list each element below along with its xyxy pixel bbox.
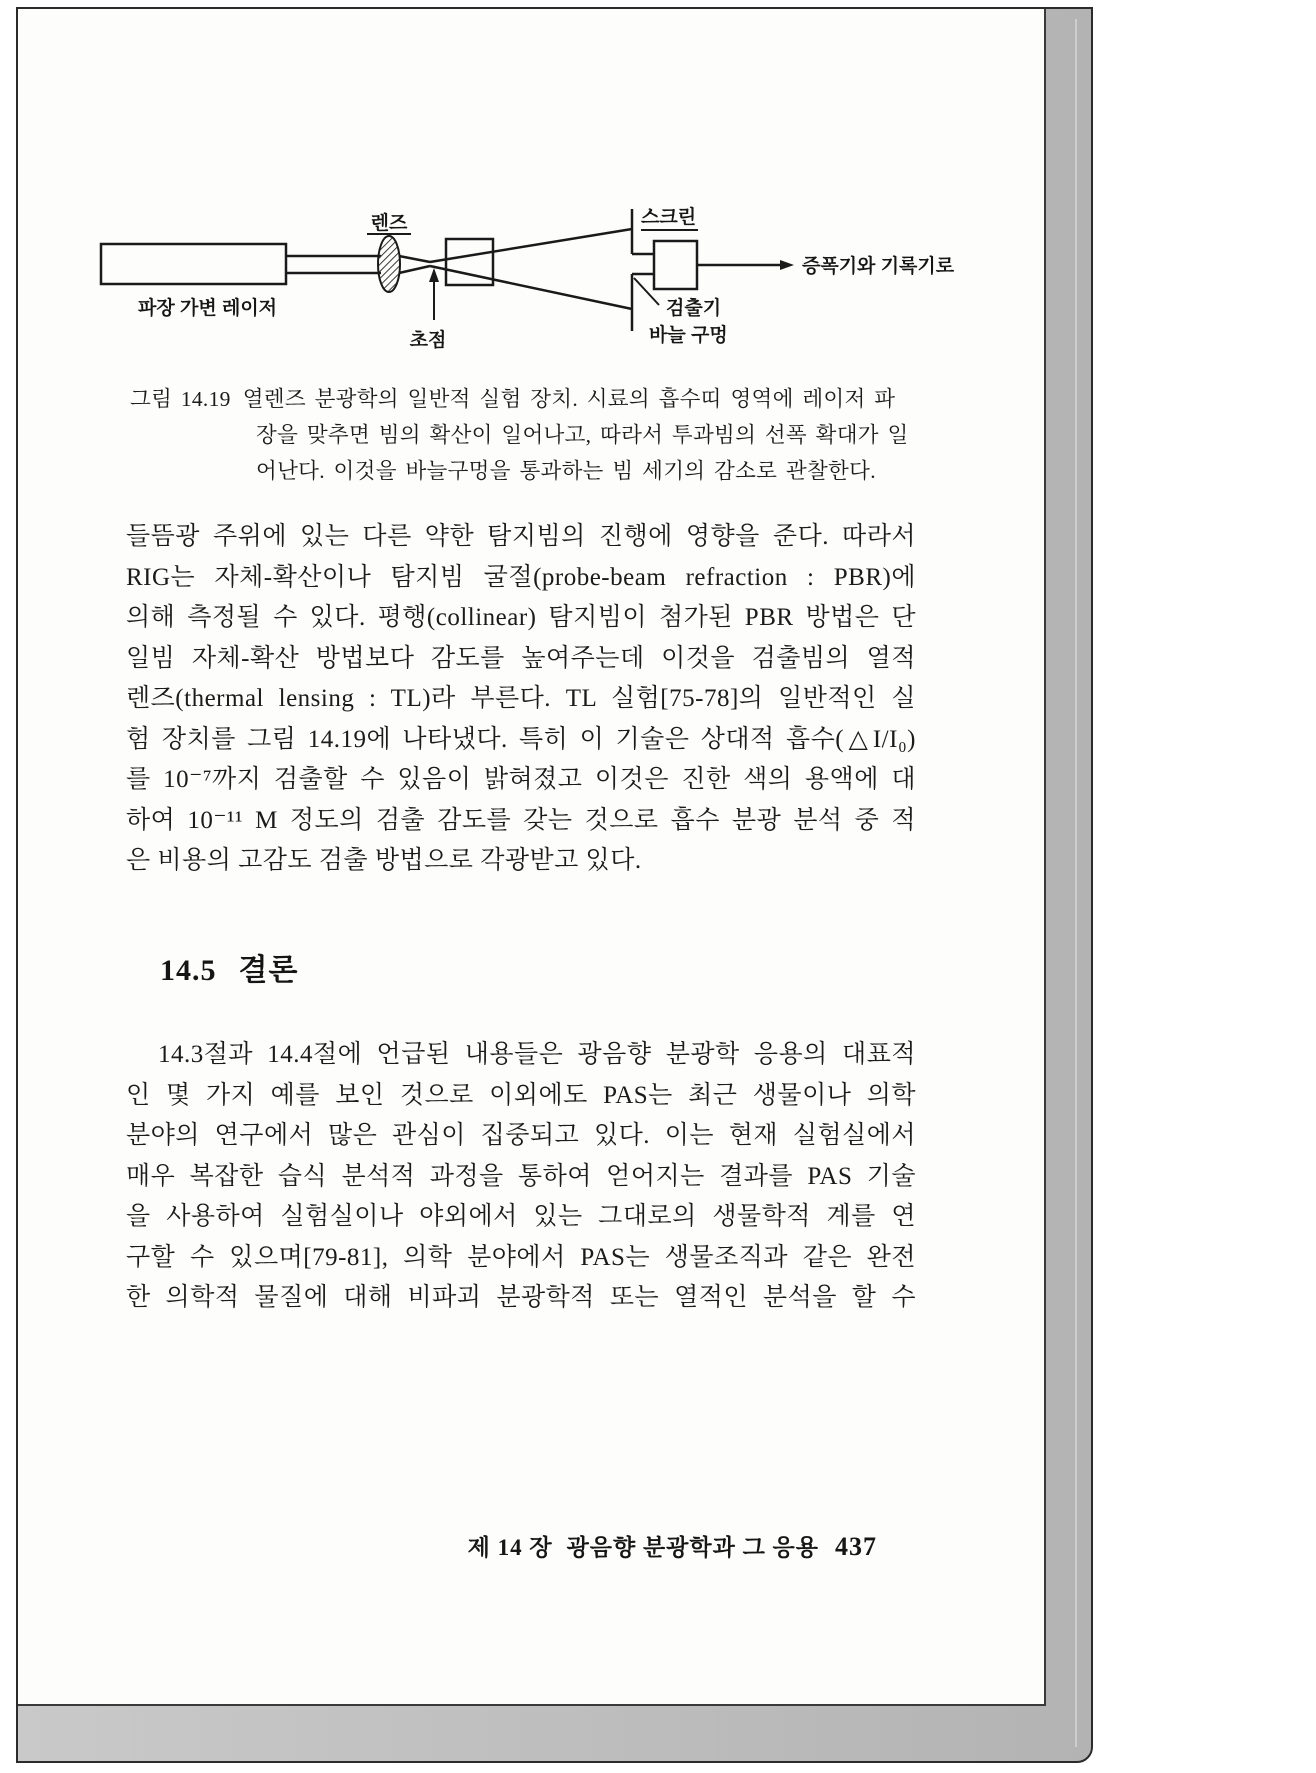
- body-text-line: 일빔 자체-확산 방법보다 감도를 높여주는데 이것을 검출빔의 열적: [126, 644, 916, 672]
- book-edge: [16, 7, 1093, 1763]
- body-text-line: 분야의 연구에서 많은 관심이 집중되고 있다. 이는 현재 실험실에서: [126, 1122, 916, 1149]
- beam-diverge-top-line: [430, 229, 632, 262]
- beam-diverge-bottom-line: [430, 266, 632, 309]
- focus-arrow-head: [429, 268, 439, 282]
- screen-label: 스크린: [641, 207, 697, 228]
- body-text-line: 한 의학적 물질에 대해 비파괴 분광학적 또는 열적인 분석을 할 수: [126, 1284, 916, 1311]
- body-text-line: 렌즈(thermal lensing : TL)라 부른다. TL 실험[75-78]의 일반적인 실: [126, 685, 916, 712]
- section-heading: [160, 945, 298, 989]
- beam-converge-top-line: [399, 256, 430, 262]
- body-text-line: 들뜸광 주위에 있는 다른 약한 탐지빔의 진행에 영향을 준다. 따라서: [126, 523, 916, 550]
- page-face: [18, 9, 1046, 1706]
- figure-caption-line: [130, 381, 915, 417]
- detector-label: 검출기: [666, 298, 722, 319]
- body-text-line: 인 몇 가지 예를 보인 것으로 이외에도 PAS는 최근 생물이나 의학: [126, 1081, 916, 1109]
- section-number: 14.5: [160, 954, 217, 987]
- body-text-line: 14.3절과 14.4절에 언급된 내용들은 광음향 분광학 응용의 대표적: [158, 1041, 916, 1068]
- body-text-line: 하여 10⁻¹¹ M 정도의 검출 감도를 갖는 것으로 흡수 분광 분석 중 적: [126, 806, 916, 834]
- page-footer: [468, 1529, 877, 1562]
- detector-box: [654, 241, 697, 289]
- lens-label: 렌즈: [370, 213, 408, 234]
- figure-caption-line: 어난다. 이것을 바늘구멍을 통과하는 빔 세기의 감소로 관찰한다.: [256, 459, 876, 483]
- body-text-line: 구할 수 있으며[79-81], 의학 분야에서 PAS는 생물조직과 같은 완전: [126, 1243, 916, 1271]
- figure-14-19-diagram: [98, 192, 998, 362]
- output-label: 증폭기와 기록기로: [802, 256, 955, 277]
- body-text-line: 은 비용의 고감도 검출 방법으로 각광받고 있다.: [126, 847, 642, 874]
- footer-page-number: 437: [835, 1532, 877, 1561]
- figure-number-label: 그림 14.19: [130, 387, 231, 411]
- laser-label: 파장 가변 레이저: [138, 298, 278, 319]
- figure-caption-line: 장을 맞추면 빔의 확산이 일어나고, 따라서 투과빔의 선폭 확대가 일: [256, 423, 909, 447]
- body-paragraph-1: [126, 517, 916, 882]
- laser-box: [101, 244, 286, 284]
- body-text-line: 의해 측정될 수 있다. 평행(collinear) 탐지빔이 첨가된 PBR 방법은 단: [126, 604, 916, 631]
- body-text-line: 험 장치를 그림 14.19에 나타냈다. 특히 이 기술은 상대적 흡수(△I/I₀): [126, 725, 916, 753]
- body-text-line: RIG는 자체-확산이나 탐지빔 굴절(probe-beam refraction : PBR)에: [126, 563, 916, 591]
- body-text-line: 매우 복잡한 습식 분석적 과정을 통하여 얻어지는 결과를 PAS 기술: [126, 1162, 916, 1190]
- footer-chapter-title: 광음향 분광학과 그 응용: [566, 1535, 819, 1560]
- lens-shape: [378, 236, 400, 292]
- footer-chapter-label: 제 14 장: [467, 1535, 553, 1560]
- section-title: 결론: [238, 954, 299, 987]
- pinhole-label: 바늘 구멍: [649, 325, 728, 346]
- figure-caption-text: 열렌즈 분광학의 일반적 실험 장치. 시료의 흡수띠 영역에 레이저 파: [242, 387, 896, 411]
- body-paragraph-2: [126, 1035, 916, 1319]
- output-arrow-head: [780, 260, 794, 270]
- thermal-lens-setup-drawing: [98, 192, 998, 362]
- figure-caption: [130, 381, 915, 489]
- focus-label: 초점: [409, 330, 447, 351]
- body-text-line: 을 사용하여 실험실이나 야외에서 있는 그대로의 생물학적 계를 연: [126, 1203, 916, 1230]
- body-text-line: 를 10⁻⁷까지 검출할 수 있음이 밝혀졌고 이것은 진한 색의 용액에 대: [126, 766, 916, 793]
- beam-converge-bottom-line: [399, 266, 430, 273]
